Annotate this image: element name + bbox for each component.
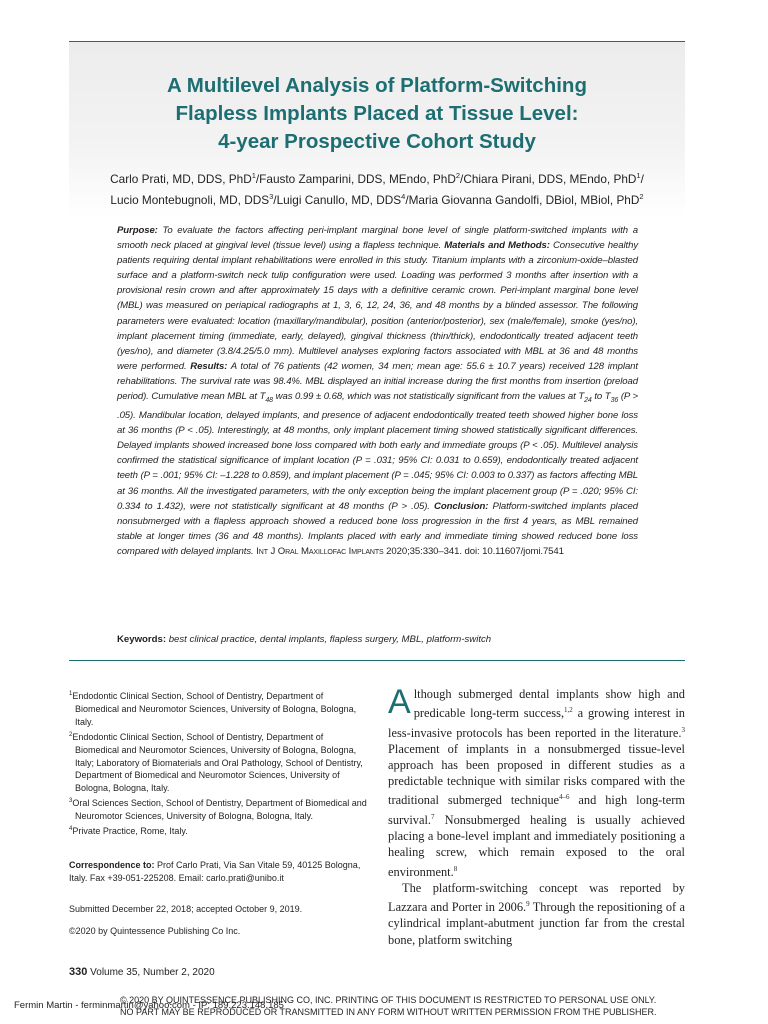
correspondence xyxy=(69,859,369,885)
author-name: Lucio Montebugnoli, MD, DDS xyxy=(110,192,270,207)
section-rule xyxy=(69,660,685,661)
title-line-1: A Multilevel Analysis of Platform-Switching xyxy=(167,74,587,97)
issue-info: Volume 35, Number 2, 2020 xyxy=(87,967,215,978)
drop-cap: A xyxy=(388,683,411,721)
copyright-notice: ©2020 by Quintessence Publishing Co Inc. xyxy=(69,926,241,936)
author-name: Chiara Pirani, DDS, MEndo, PhD xyxy=(463,171,637,186)
page-number: 330 xyxy=(69,966,88,978)
author-sup: 1 xyxy=(636,171,641,180)
results-text: A total of 76 patients (42 women, 34 men; mean age: 55.6 ± 10.7 years) received 128 implant rehabilitations. The survival rate was 98.4%. MBL displayed an initial increase during the first months from insertion (preload period). Cumulative mean MBL at T xyxy=(117,360,638,403)
results-label: Results: xyxy=(190,360,228,372)
author-name: Carlo Prati, MD, DDS, PhD xyxy=(110,171,252,186)
paragraph: The platform-switching concept was reported by Lazzara and Porter in 2006.$^9$ Through the repositioning of a cylindrical implant-abutment junction far from the crestal bone, platform switching xyxy=(388,880,685,947)
abstract: Purpose: To evaluate the factors affecting peri-implant marginal bone level of single platform-switched implants with a smooth neck placed at gingival level (tissue level) using a flapless technique. Materials and Methods: Consecutive healthy patients requiring dental implant rehabilitations were enrolled in this study. Titanium implants with a zirconium-oxide–blasted surface and a platform-switch neck tulip configuration were used. Loading was performed 3 months after insertion with a provisional resin crown and after approximately 15 days with a definitive ceramic crown. Peri-implant marginal bone level (MBL) was measured on periapical radiographs at 1, 3, 6, 12, 24, 36, and 48 months by a blinded assessor. The following parameters were evaluated: location (maxillary/mandibular), position (anterior/posterior), sex (male/female), smoke (yes/no), implant placement timing (immediate, early, delayed), gingival thickness (thin/thick), endodontically treated adjacent teeth (yes/no), and diameter (3.8/4.25/5.0 mm). Multilevel analyses exploring factors associated with MBL at 36 and 48 months were performed. Results: A total of 76 patients (42 women, 34 men; mean age: 55.6 ± 10.7 years) received 128 implant rehabilitations. The survival rate was 98.4%. MBL displayed an initial increase during the first months from insertion (preload period). Cumulative mean MBL at $T_{48}$ was 0.99 ± 0.68, which was not statistically significant from the values at $T_{24}$ to $T_{36}$ (P > .05). Mandibular location, delayed implants, and presence of adjacent endodontically treated teeth showed higher bone loss at 36 months (P < .05). Interestingly, at 48 months, only implant placement timing showed statistically significant differences. Delayed implants showed increased bone loss compared with both early and immediate groups (P < .05). Multilevel analysis confirmed the statistical significance of implant location (P = .031; 95% CI: 0.031 to 0.659), endodontically treated adjacent teeth (P = .001; 95% CI: –1.228 to 0.859), and implant placement (P = .045; 95% CI: 0.003 to 0.337) as factors affecting MBL at 36 months. All the investigated parameters, with the only exception being the implant placement group (P = .020; 95% CI: 0.334 to 1.432), were not statistically significant at 48 months (P > .05). Conclusion: Platform-switched implants placed nonsubmerged with a flapless approach showed a reduced bone loss progression in the first 4 years, as MBL remained stable at longer times (36 and 48 months). Implants placed with early and immediate timing showed reduced bone loss compared with delayed implants. Int J Oral Maxillofac Implants 2020;35:330–341. doi: 10.11607/jomi.7541 xyxy=(117,225,639,557)
correspondence-label: Correspondence to: xyxy=(69,860,155,870)
correspondence-text: Prof Carlo Prati, Via San Vitale 59, 40125 Bologna, Italy. Fax +39-051-225208. Email: carlo.prati@unibo.it xyxy=(69,860,361,883)
methods-text: Consecutive healthy patients requiring dental implant rehabilitations were enrolled in this study. Titanium implants with a zirconium-oxide–blasted surface and a platform-switch neck tulip configuration were used. Loading was performed 3 months after insertion with a provisional resin crown and after approximately 15 days with a definitive ceramic crown. Peri-implant marginal bone level (MBL) was measured on periapical radiographs at 1, 3, 6, 12, 24, 36, and 48 months by a blinded assessor. The following parameters were evaluated: location (maxillary/mandibular), position (anterior/posterior), sex (male/female), smoke (yes/no), implant placement timing (immediate, early, delayed), gingival thickness (thin/thick), endodontically treated adjacent teeth (yes/no), and diameter (3.8/4.25/5.0 mm). Multilevel analyses exploring factors associated with MBL at 36 and 48 months were performed. xyxy=(117,240,639,372)
title-line-2: Flapless Implants Placed at Tissue Level: xyxy=(175,102,579,125)
methods-label: Materials and Methods: xyxy=(444,240,550,252)
author-sup: 1 xyxy=(251,171,256,180)
paragraph: Although submerged dental implants show high and predicable long-term success,$^{1,2}$ a growing interest in less-invasive protocols has been reported in the literature.$^3$ Placement of implants in a nonsubmerged tissue-level approach has been proposed in different studies as a predictable technique with similar risks compared with the traditional submerged technique$^{4-6}$ and high long-term survival.$^7$ Nonsubmerged healing is usually achieved placing a bone-level implant and immediately positioning a healing screw, which remain exposed to the oral environment.$^8$ xyxy=(388,683,685,879)
author-sup: 4 xyxy=(401,191,406,201)
affiliation-item: $^1$Endodontic Clinical Section, School of Dentistry, Department of Biomedical and Neuromotor Sciences, University of Bologna, Bologna, Italy. xyxy=(69,691,357,727)
page-folio xyxy=(69,966,215,979)
author-name: Fausto Zamparini, DDS, MEndo, PhD xyxy=(259,171,456,186)
purpose-label: Purpose: xyxy=(117,225,158,236)
body-text xyxy=(388,683,685,948)
affiliation-item: $^4$Private Practice, Rome, Italy. xyxy=(69,826,188,837)
author-name: Maria Giovanna Gandolfi, DBiol, MBiol, PhD xyxy=(408,192,640,207)
affiliation-item: $^2$Endodontic Clinical Section, School of Dentistry, Department of Biomedical and Neuromotor Sciences, University of Bologna, Bologna, Italy; Laboratory of Biomaterials and Oral Pathology, School of Dentistry, Department of Biomedical and Neuromotor Sciences, University of Bologna, Bologna, Italy. xyxy=(69,731,363,794)
author-sup: 2 xyxy=(455,171,461,180)
affiliation-item: $^3$Oral Sciences Section, School of Dentistry, Department of Biomedical and Neuromotor Sciences, University of Bologna, Bologna, Italy. xyxy=(69,798,367,822)
article-title xyxy=(69,72,685,156)
download-watermark: Fermin Martin - ferminmartin@yahoo.com - IP: 189.223.148.185 xyxy=(14,1000,284,1011)
purpose-text: To evaluate the factors affecting peri-implant marginal bone level of single platform-switched implants with a smooth neck placed at gingival level (tissue level) using a flapless technique. xyxy=(117,225,638,252)
author-line-2: Lucio Montebugnoli, MD, DDS$^3$/Luigi Canullo, MD, DDS$^4$/Maria Giovanna Gandolfi, DBiol, MBiol, PhD$^2$ xyxy=(110,191,644,207)
keywords-label: Keywords: xyxy=(117,634,167,645)
keywords xyxy=(117,633,638,647)
affiliations xyxy=(69,688,369,838)
conclusion-text: Platform-switched implants placed nonsubmerged with a flapless approach showed a reduced bone loss progression in the first 4 years, as MBL remained stable at longer times (36 and 48 months). Implants placed with early and immediate timing showed reduced bone loss compared with delayed implants. xyxy=(117,500,638,557)
author-sup: 3 xyxy=(269,191,274,201)
footer-copyright-line-2: NO PART MAY BE REPRODUCED OR TRANSMITTED IN ANY FORM WITHOUT WRITTEN PERMISSION FROM THE PUBLISHER. xyxy=(120,1007,657,1017)
journal-name: Int J Oral Maxillofac Implants xyxy=(256,545,384,557)
author-list xyxy=(69,167,685,209)
footer-copyright-line-1: © 2020 BY QUINTESSENCE PUBLISHING CO, INC. PRINTING OF THIS DOCUMENT IS RESTRICTED TO PERSONAL USE ONLY. xyxy=(120,995,657,1005)
conclusion-label: Conclusion: xyxy=(434,500,489,512)
author-name: Luigi Canullo, MD, DDS xyxy=(276,192,402,207)
author-sup: 2 xyxy=(639,191,644,201)
submission-dates: Submitted December 22, 2018; accepted October 9, 2019. xyxy=(69,904,303,914)
citation: 2020;35:330–341. doi: 10.11607/jomi.7541 xyxy=(383,545,564,557)
keywords-value: best clinical practice, dental implants, flapless surgery, MBL, platform-switch xyxy=(168,634,492,645)
title-line-3: 4-year Prospective Cohort Study xyxy=(218,130,536,153)
author-line-1: Carlo Prati, MD, DDS, PhD$^1$/Fausto Zamparini, DDS, MEndo, PhD$^2$/Chiara Pirani, DDS, MEndo, PhD$^1$/ xyxy=(110,171,644,186)
